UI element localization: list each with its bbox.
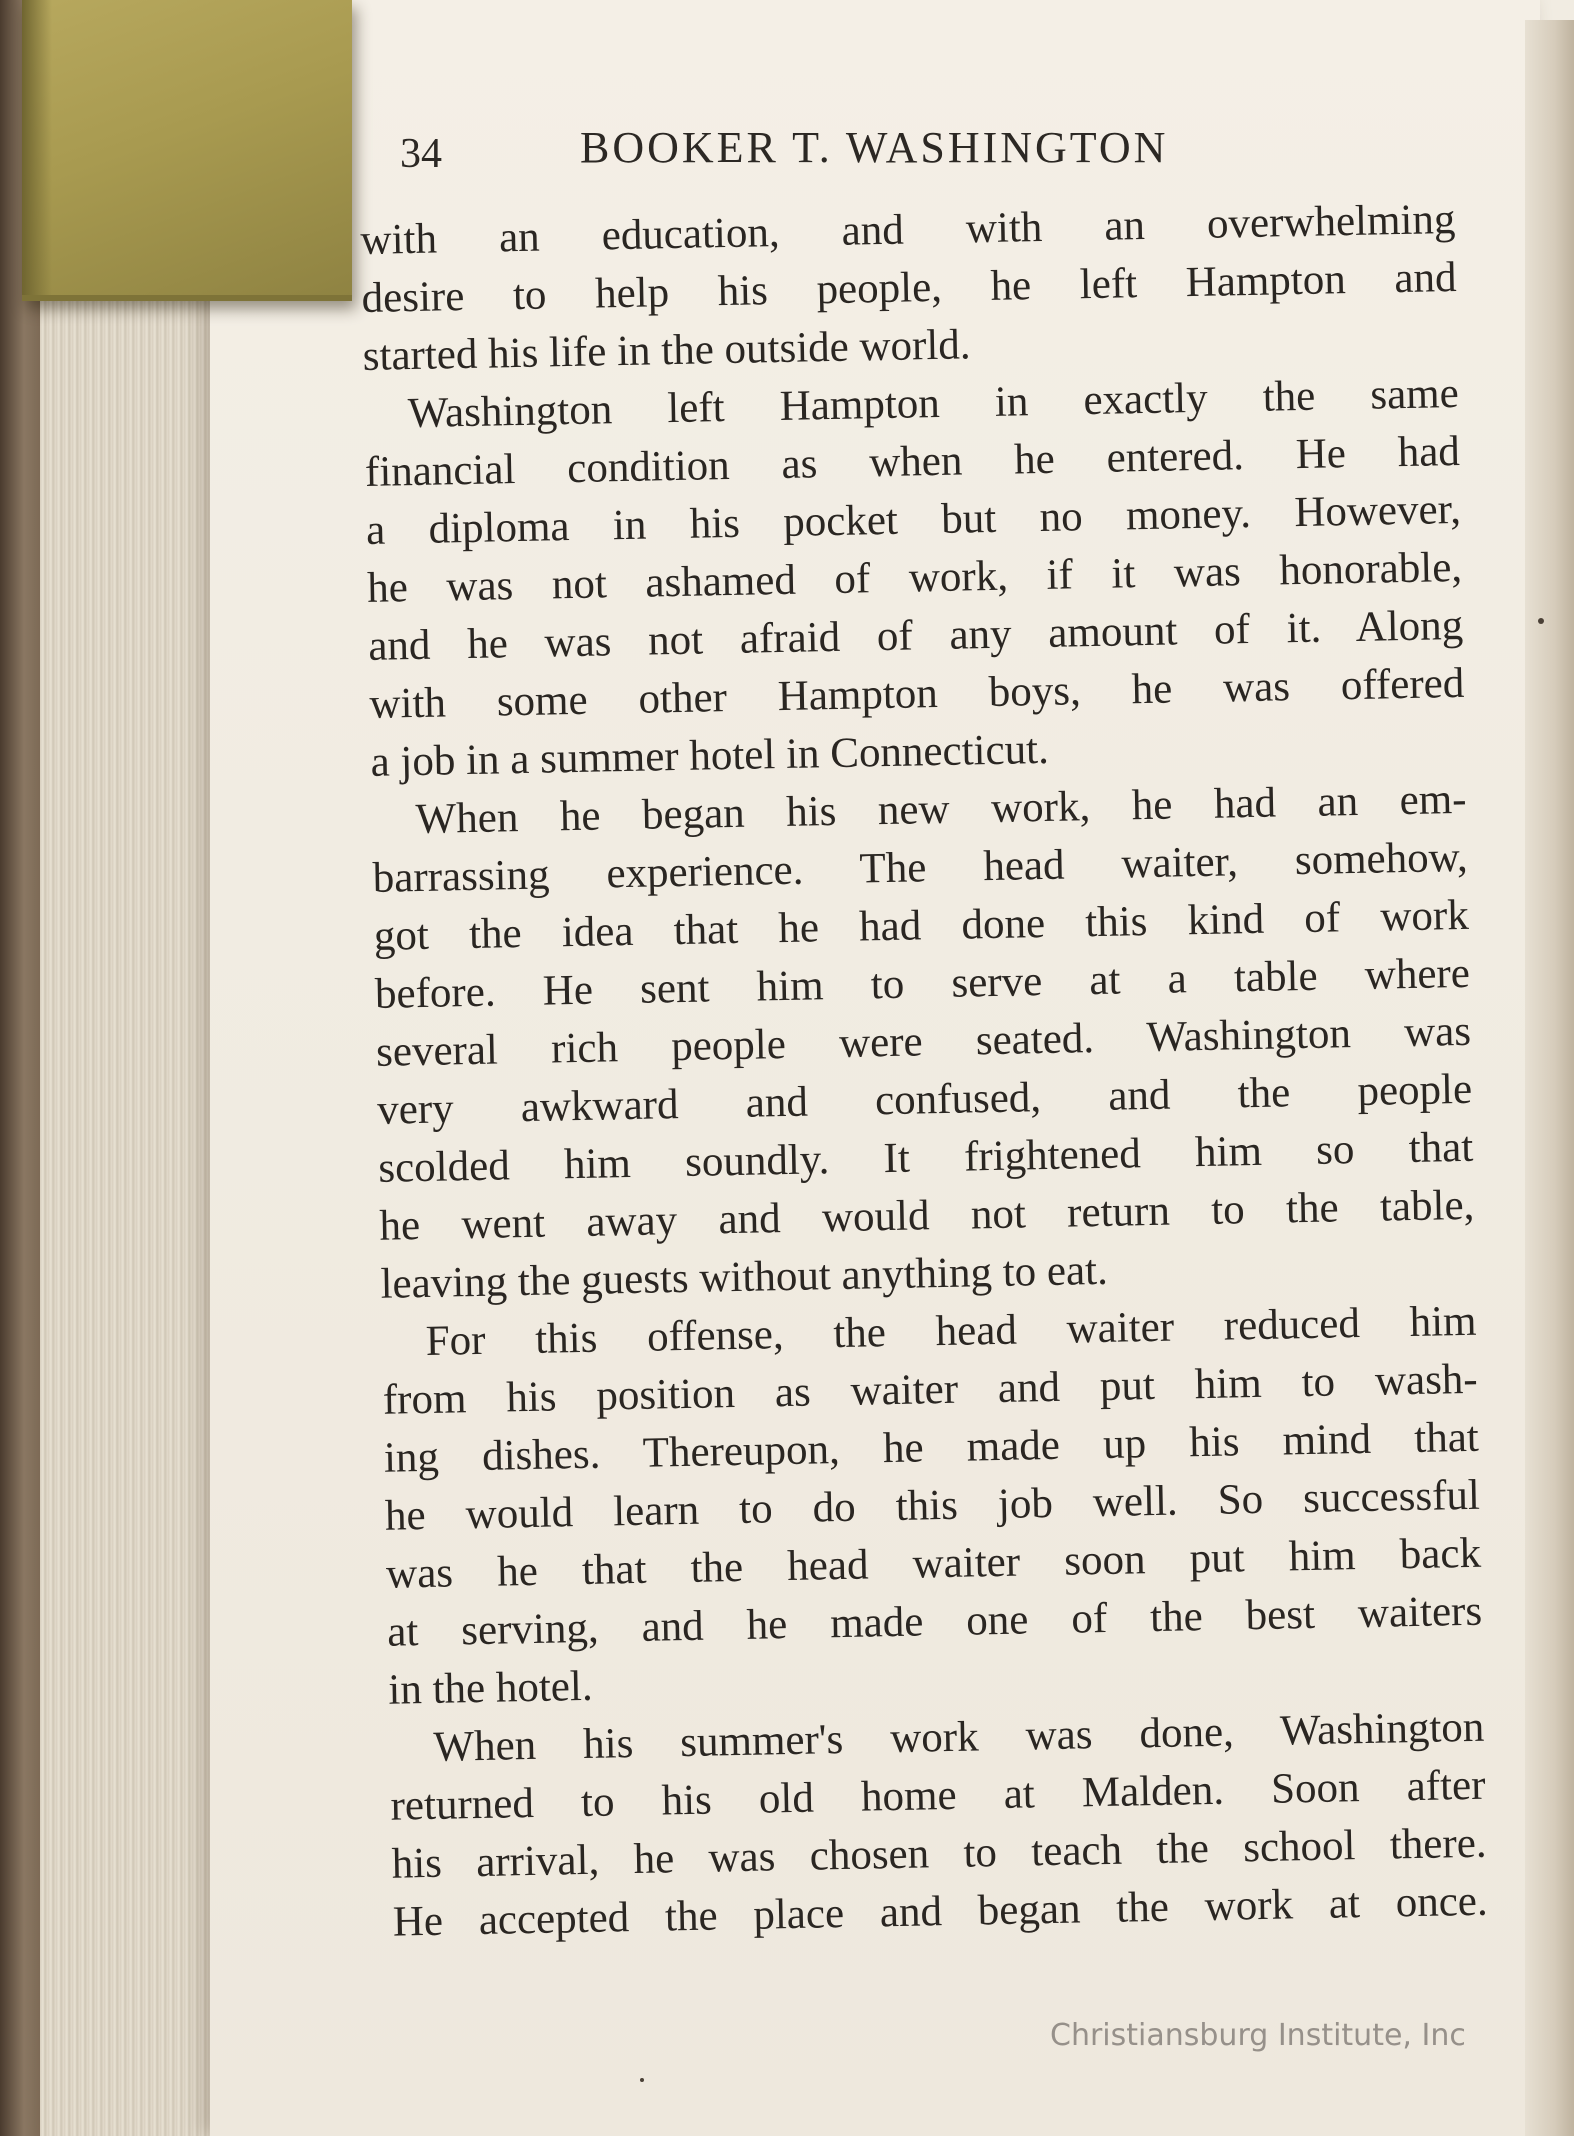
paragraph	[371, 771, 1476, 1314]
paragraph	[389, 1699, 1488, 1952]
text-line: very awkward and confused, and the people	[376, 1065, 1473, 1134]
text-line: with an education, and with an overwhelming	[360, 195, 1456, 264]
text-line: ing dishes. Thereupon, he made up his mind that	[383, 1413, 1480, 1482]
text-line: with some other Hampton boys, he was offered	[369, 659, 1465, 728]
text-line: When he began his new work, he had an em-	[415, 775, 1467, 844]
text-line: For this offense, the head waiter reduced him	[425, 1297, 1477, 1365]
page-number: 34	[400, 131, 442, 177]
text-line: returned to his old home at Malden. Soon after	[390, 1761, 1486, 1830]
paper-speck	[640, 2078, 644, 2082]
text-line: from his position as waiter and put him to wash-	[382, 1355, 1479, 1424]
text-line: a job in a summer hotel in Connecticut.	[370, 725, 1050, 786]
body-text	[360, 191, 1488, 1952]
text-line: before. He sent him to serve at a table where	[374, 949, 1471, 1018]
text-line: desire to help his people, he left Hampton and	[361, 253, 1457, 322]
text-line: started his life in the outside world.	[362, 321, 971, 380]
text-line: at serving, and he made one of the best waiters	[386, 1587, 1483, 1656]
text-line: and he was not afraid of any amount of it. Along	[367, 601, 1464, 670]
text-line: Washington left Hampton in exactly the same	[407, 369, 1460, 438]
text-line: a diploma in his pocket but no money. However,	[365, 485, 1462, 554]
text-line: financial condition as when he entered. He had	[364, 427, 1461, 496]
right-page-edge	[1525, 20, 1574, 2136]
text-line: he was not ashamed of work, if it was honorable,	[366, 543, 1463, 612]
book-title: BOOKER T. WASHINGTON	[580, 123, 1169, 172]
text-line: his arrival, he was chosen to teach the school there.	[391, 1819, 1487, 1888]
paper-speck	[1538, 618, 1544, 624]
text-line: barrassing experience. The head waiter, somehow,	[372, 833, 1469, 902]
running-head	[400, 122, 1300, 182]
text-line: got the idea that he had done this kind of work	[373, 891, 1470, 960]
text-line: leaving the guests without anything to eat.	[380, 1246, 1109, 1308]
watermark: Christiansburg Institute, Inc	[1050, 2018, 1466, 2053]
paragraph	[381, 1293, 1484, 1720]
page-stack-edges	[40, 250, 220, 2136]
text-line: in the hotel.	[387, 1662, 594, 1714]
text-line: He accepted the place and began the work at once.	[392, 1877, 1489, 1946]
paragraph	[360, 191, 1458, 386]
text-line: he would learn to do this job well. So successful	[384, 1471, 1481, 1540]
text-line: When his summer's work was done, Washington	[433, 1703, 1485, 1771]
text-line: several rich people were seated. Washington was	[375, 1007, 1472, 1076]
bookmark	[22, 0, 352, 301]
text-line: he went away and would not return to the table,	[379, 1181, 1475, 1250]
bookmark-fold	[22, 0, 52, 295]
text-line: was he that the head waiter soon put him back	[385, 1529, 1482, 1598]
paragraph	[363, 365, 1466, 792]
text-line: scolded him soundly. It frightened him so that	[377, 1123, 1474, 1192]
